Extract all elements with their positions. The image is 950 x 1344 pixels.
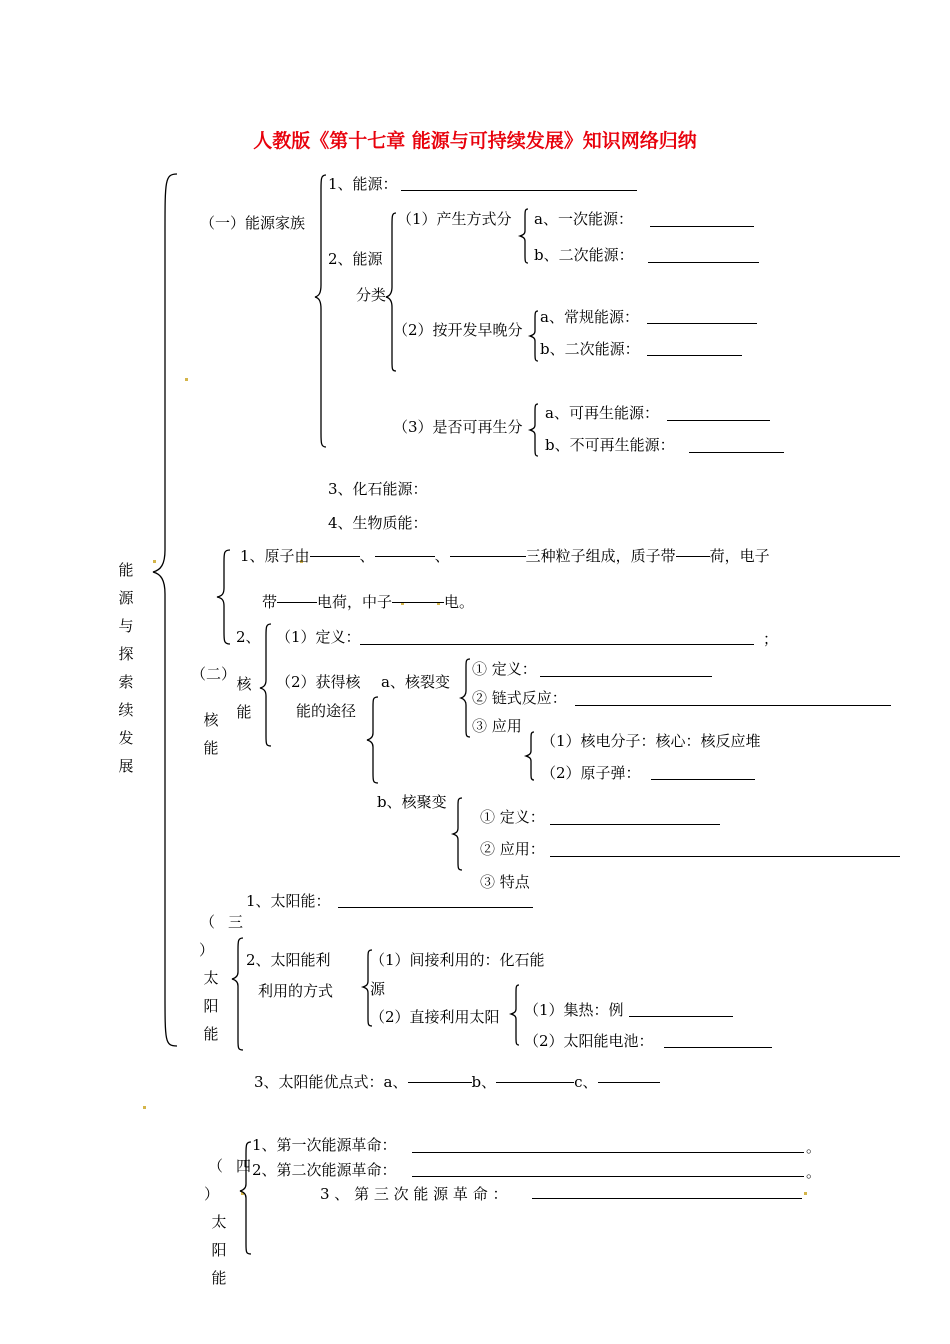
fission-brace: [459, 657, 473, 739]
section3-label: 太阳能: [203, 969, 219, 1043]
section3-brace: [230, 936, 246, 1054]
classification-3: （3）是否可再生分: [393, 418, 523, 436]
section1-brace: [312, 173, 332, 451]
answer-line: [408, 1082, 472, 1083]
answer-line: [338, 907, 533, 908]
atom-sep: 、: [359, 547, 375, 565]
secondary-energy: b、二次能源：: [534, 246, 634, 264]
acquire-way-cont: 能的途径: [296, 702, 357, 720]
atom-line1: [240, 547, 770, 565]
answer-line: [648, 262, 759, 263]
fusion-feature-cut: [480, 873, 540, 891]
answer-line: [647, 355, 742, 356]
chain-reaction: ② 链式反应：: [472, 689, 567, 707]
fossil-energy: 3、化石能源：: [328, 480, 428, 498]
classification-1: （1）产生方式分: [397, 210, 512, 228]
acquire-way: （2）获得核: [276, 673, 361, 691]
brace-c3: [528, 402, 542, 458]
section4-paren-open: （: [208, 1157, 224, 1175]
answer-line: [450, 556, 526, 557]
solar-advantages: [254, 1073, 660, 1091]
direct-use-brace: [509, 983, 523, 1047]
answer-line: [676, 556, 710, 557]
atomic-bomb: （2）原子弹：: [541, 764, 641, 782]
answer-line: [575, 705, 891, 706]
solar-cell: （2）太阳能电池：: [524, 1032, 654, 1050]
answer-line: [532, 1198, 802, 1199]
answer-line: [401, 190, 637, 191]
answer-line: [667, 420, 770, 421]
fusion-brace: [451, 796, 465, 872]
answer-line: [550, 824, 720, 825]
answer-line: [310, 556, 360, 557]
answer-line: [412, 1152, 804, 1153]
root-brace: [145, 172, 185, 1050]
nuclear-definition: （1）定义：: [276, 628, 361, 646]
atom-text: 三种粒子组成，质子带: [525, 547, 676, 565]
primary-energy: a、一次能源：: [534, 210, 633, 228]
classification-2: （2）按开发早晚分: [393, 321, 523, 339]
second-revolution: 2、第二次能源革命：: [252, 1161, 397, 1179]
answer-line: [375, 556, 435, 557]
indirect-use-cont: 源: [370, 980, 386, 998]
renewable-energy: a、可再生能源：: [545, 404, 659, 422]
answer-line: [360, 644, 754, 645]
first-revolution: 1、第一次能源革命：: [252, 1136, 397, 1154]
root-label: 能源与探索续发展: [118, 561, 134, 775]
indirect-use: （1）间接利用的：化石能: [370, 951, 545, 969]
biomass-energy: 4、生物质能：: [328, 514, 428, 532]
answer-line: [550, 856, 900, 857]
answer-line: [540, 676, 712, 677]
atom-sep: 、: [434, 547, 450, 565]
section2-label: （二）: [191, 665, 237, 683]
section1-label: （一）能源家族: [200, 214, 306, 232]
section3-paren-open: （: [200, 913, 216, 931]
section4-paren-close: ）: [204, 1185, 220, 1203]
solar-use: 2、太阳能利: [246, 951, 331, 969]
atom-text: 带: [262, 593, 278, 611]
fission-label: a、核裂变: [381, 673, 450, 691]
answer-line: [392, 602, 444, 603]
answer-line: [689, 452, 784, 453]
fission-definition: ① 定义：: [472, 660, 537, 678]
third-revolution: 3 、 第 三 次 能 源 革 命 ：: [320, 1185, 508, 1203]
first-revolution-end: 。: [806, 1138, 822, 1156]
classification-brace: [384, 211, 400, 375]
nuclear-plant: （1）核电分子：核心：核反应堆: [541, 732, 761, 750]
atom-text: 1、原子由: [240, 547, 310, 565]
fusion-definition: ① 定义：: [480, 808, 545, 826]
atom-text: 电荷，中子: [317, 593, 393, 611]
section3-num: 三: [228, 913, 244, 931]
atom-text: 荷，电子: [709, 547, 770, 565]
scan-dot: [185, 378, 188, 381]
application-brace: [524, 730, 538, 782]
nonrenewable-energy: b、不可再生能源：: [545, 436, 675, 454]
atom-line2: [262, 593, 474, 611]
nuclear-brace: [258, 622, 274, 750]
classification-item-cont: 分类: [356, 286, 387, 304]
section4-label: 太阳能: [211, 1213, 227, 1287]
fission-application: ③ 应用: [472, 717, 522, 735]
answer-line: [664, 1047, 772, 1048]
conventional-energy: a、常规能源：: [540, 308, 639, 326]
solar-use-cont: 利用的方式: [258, 982, 334, 1000]
fusion-application: ② 应用：: [480, 840, 545, 858]
advantage-b: b、: [471, 1073, 497, 1091]
definition-end: ；: [763, 630, 779, 648]
brace-c1: [518, 207, 532, 265]
section4-num: 四: [236, 1157, 252, 1175]
second-revolution-end: 。: [806, 1163, 822, 1181]
answer-line: [647, 323, 757, 324]
page-title: 人教版《第十七章 能源与可持续发展》知识网络归纳: [253, 130, 697, 152]
answer-line: [496, 1082, 574, 1083]
answer-line: [629, 1016, 733, 1017]
fusion-feature: ③ 特点: [480, 873, 530, 891]
way-brace: [365, 695, 381, 785]
direct-use: （2）直接利用太阳: [370, 1008, 500, 1026]
section2-brace: [214, 548, 234, 646]
fusion-label: b、核聚变: [377, 793, 447, 811]
solar-def: 1、太阳能：: [246, 892, 331, 910]
atom-text: 电。: [444, 593, 475, 611]
energy-item: 1、能源：: [328, 175, 398, 193]
classification-item: 2、能源: [328, 250, 383, 268]
scan-dot: [143, 1106, 146, 1109]
answer-line: [598, 1082, 660, 1083]
advantage-a: 3、太阳能优点式：a、: [254, 1073, 408, 1091]
answer-line: [650, 226, 754, 227]
nuclear-num: 2、: [236, 628, 261, 646]
secondary-energy-2: b、二次能源：: [540, 340, 640, 358]
nuclear-label: 核能: [236, 675, 252, 721]
answer-line: [277, 602, 317, 603]
answer-line: [651, 779, 755, 780]
heat-collection: （1）集热：例: [524, 1001, 624, 1019]
section3-paren-close: ）: [199, 941, 215, 959]
section2-label-nuclear: 核能: [203, 711, 219, 757]
answer-line: [412, 1176, 804, 1177]
advantage-c: c、: [574, 1073, 598, 1091]
scan-dot: [804, 1192, 807, 1195]
